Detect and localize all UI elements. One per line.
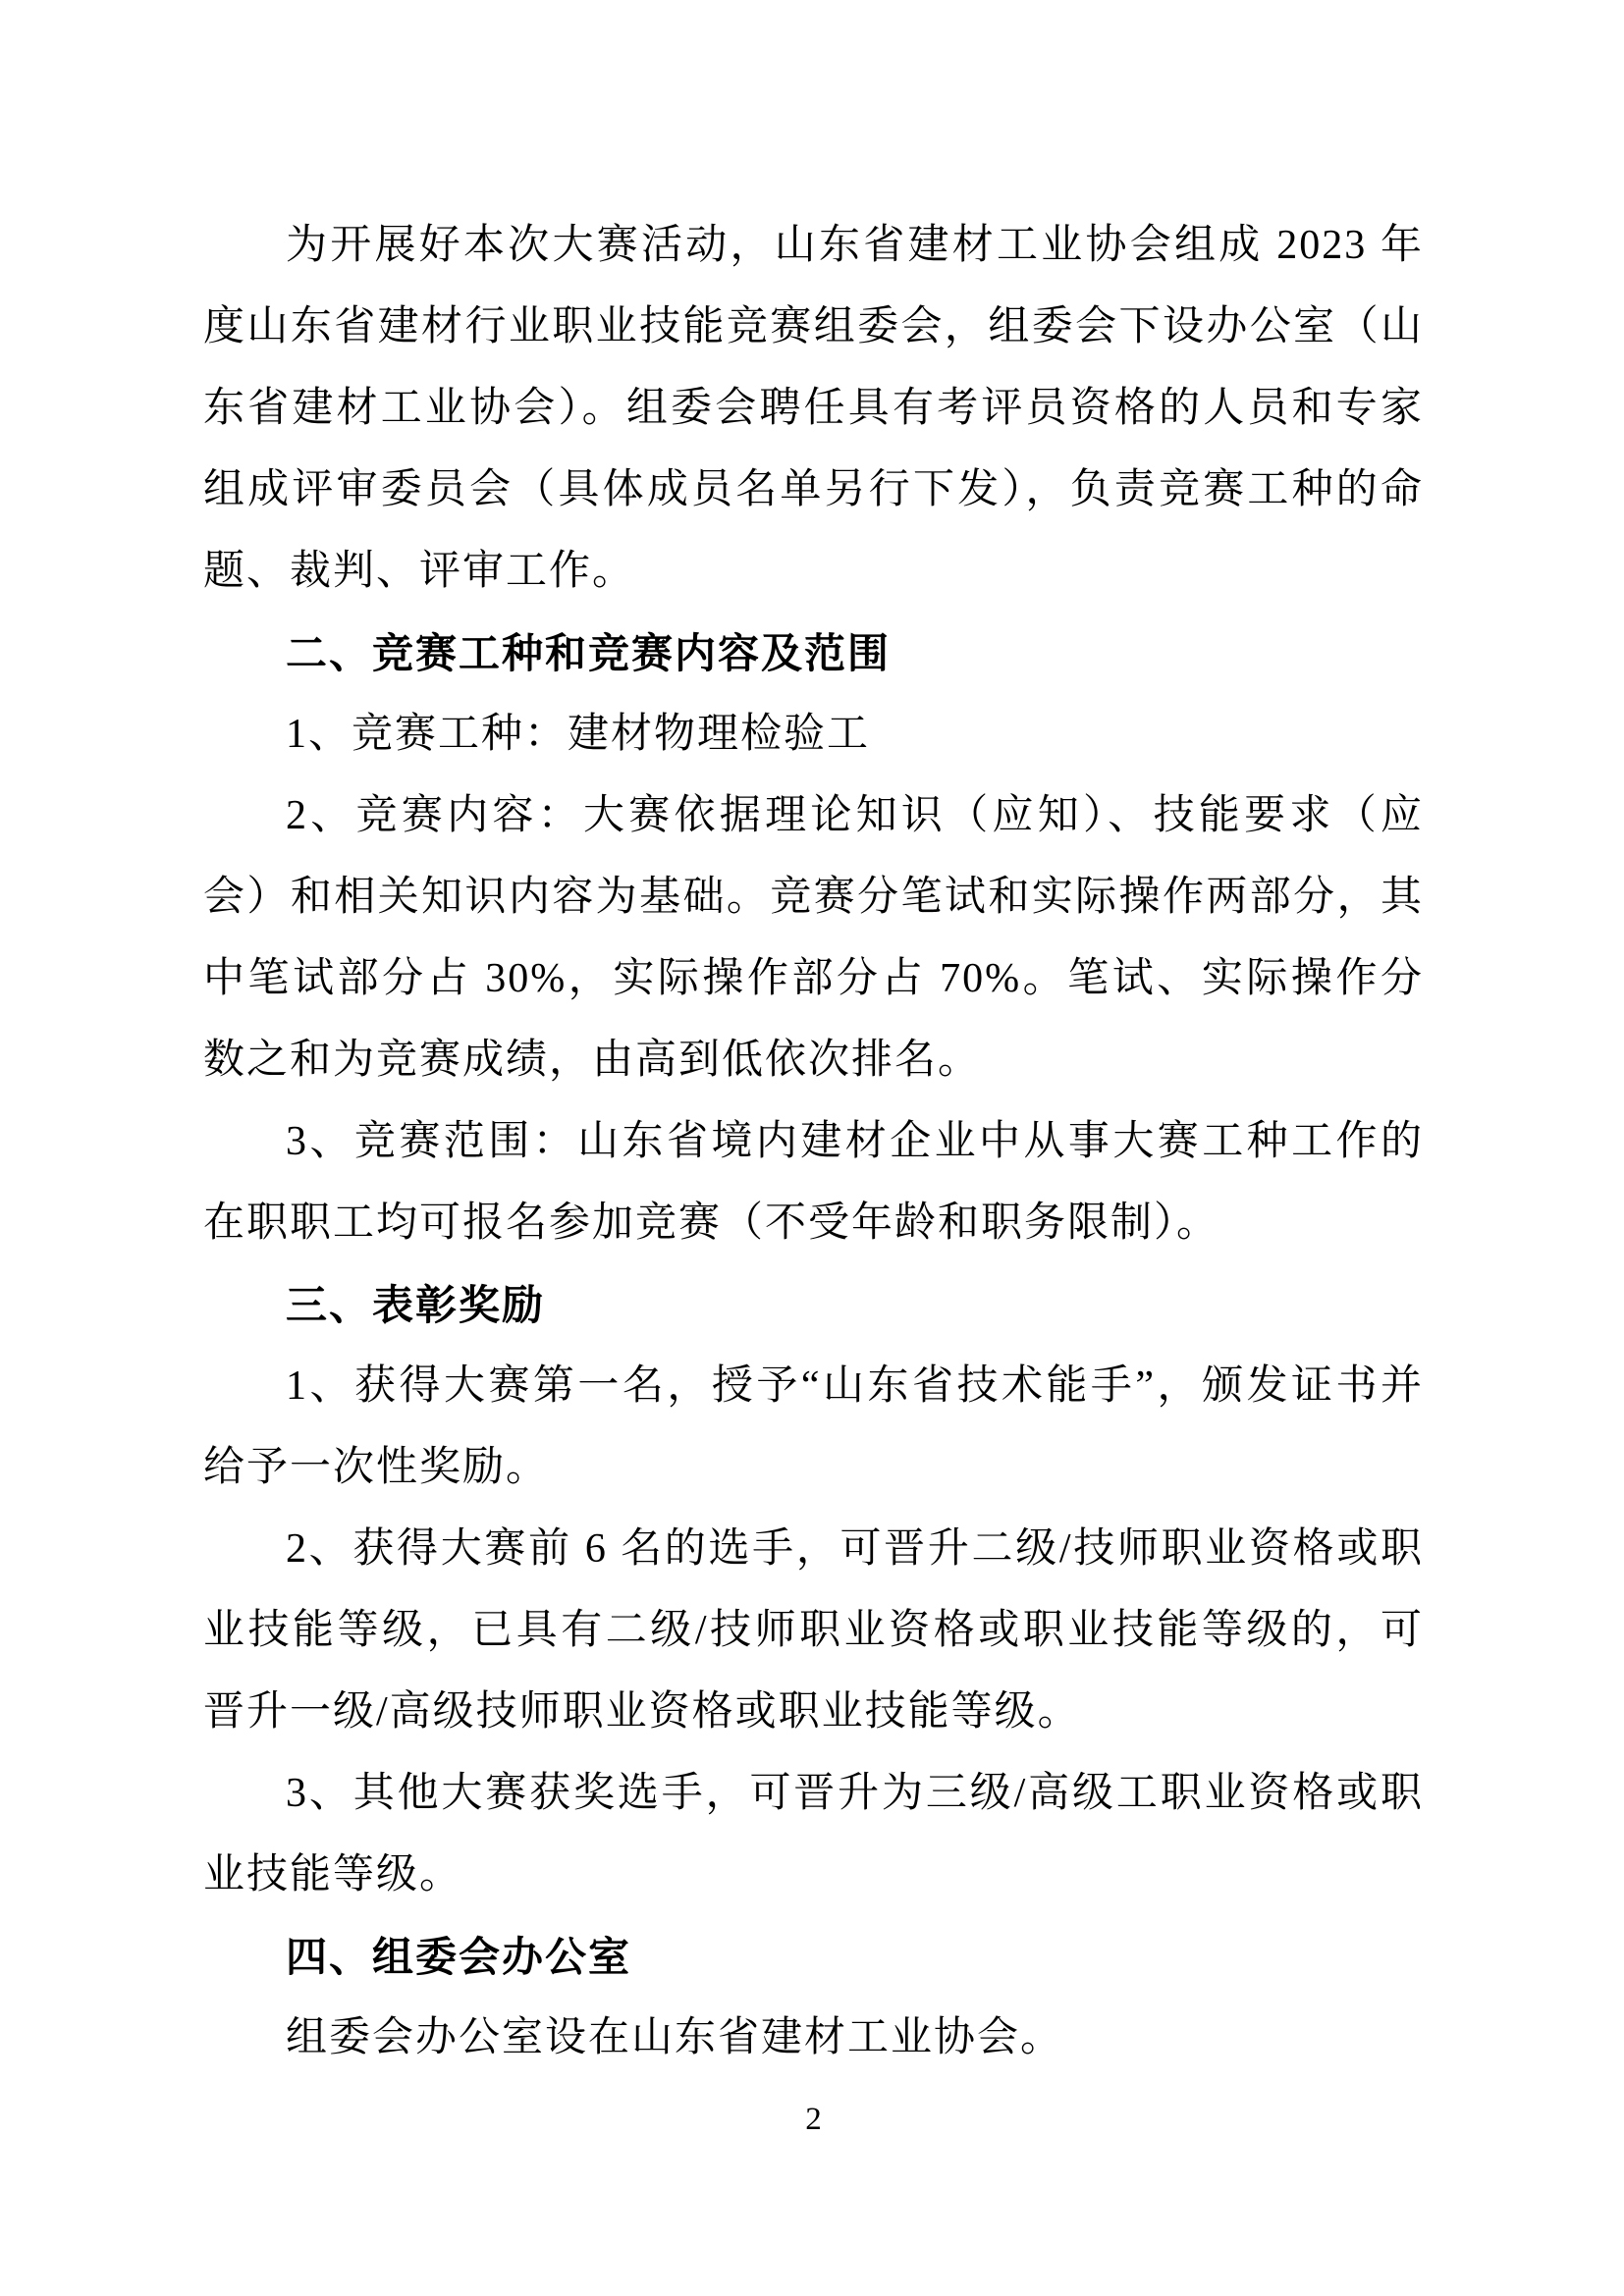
page-number: 2 xyxy=(805,2102,822,2137)
document-body xyxy=(203,205,1424,2161)
paragraph-office-location: 组委会办公室设在山东省建材工业协会。 xyxy=(286,2015,1064,2060)
paragraph-competition-content: 2、竞赛内容：大赛依据理论知识（应知）、技能要求（应会）和相关知识内容为基础。竞赛分笔试和实际操作两部分，其中笔试部分占 30%，实际操作部分占 70%。笔试、实际操作分数之和为竞赛成绩，由高到低依次排名。 xyxy=(203,793,1424,1083)
paragraph-committee-setup: 为开展好本次大赛活动，山东省建材工业协会组成 2023 年度山东省建材行业职业技能竞赛组委会，组委会下设办公室（山东省建材工业协会）。组委会聘任具有考评员资格的人员和专家组成评审委员会（具体成员名单另行下发），负责竞赛工种的命题、裁判、评审工作。 xyxy=(203,223,1424,594)
paragraph-award-first-place: 1、获得大赛第一名，授予“山东省技术能手”，颁发证书并给予一次性奖励。 xyxy=(203,1363,1424,1490)
heading-section-2-competition: 二、竞赛工种和竞赛内容及范围 xyxy=(286,630,892,676)
paragraph-competition-trade: 1、竞赛工种：建材物理检验工 xyxy=(286,712,871,757)
paragraph-award-other-winners: 3、其他大赛获奖选手，可晋升为三级/高级工职业资格或职业技能等级。 xyxy=(203,1771,1424,1897)
paragraph-award-top-six: 2、获得大赛前 6 名的选手，可晋升二级/技师职业资格或职业技能等级，已具有二级/技师职业资格或职业技能等级的，可晋升一级/高级技师职业资格或职业技能等级。 xyxy=(203,1526,1424,1735)
heading-section-4-office: 四、组委会办公室 xyxy=(286,1934,632,1980)
heading-section-3-awards: 三、表彰奖励 xyxy=(286,1282,546,1328)
paragraph-competition-scope: 3、竞赛范围：山东省境内建材企业中从事大赛工种工作的在职职工均可报名参加竞赛（不受年龄和职务限制）。 xyxy=(203,1119,1424,1246)
